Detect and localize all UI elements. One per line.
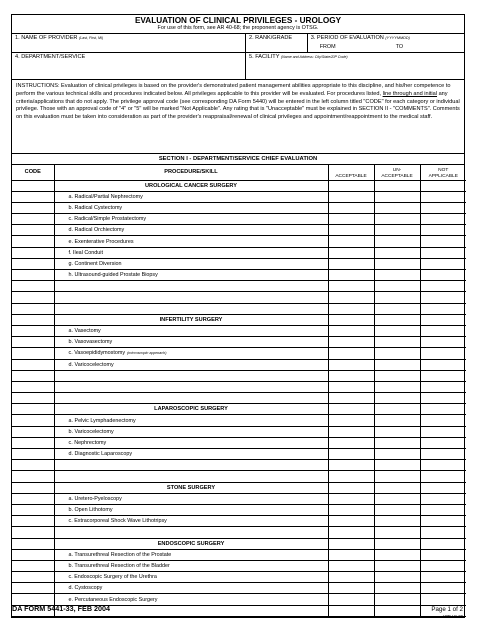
rating-cell[interactable] [420,314,466,325]
blank-cell[interactable] [420,281,466,292]
procedure-row [12,225,466,236]
procedure-row [12,325,466,336]
blank-row [12,527,466,538]
rating-cell[interactable] [328,180,374,191]
blank-cell[interactable] [54,381,328,392]
procedure-cell [54,348,328,359]
blank-cell[interactable] [12,303,54,314]
blank-cell[interactable] [12,281,54,292]
code-cell[interactable] [12,549,54,560]
period-to-label: TO [395,44,404,50]
code-cell[interactable] [12,359,54,370]
procedure-label: c. Vasoepididymostomy [68,350,126,357]
procedure-label: c. Endoscopic Surgery of the Urethra [68,574,157,581]
procedure-label: a. Vasectomy [68,328,101,335]
category-code-cell[interactable] [12,180,54,191]
rating-cell[interactable] [420,426,466,437]
department-row [12,53,464,80]
procedure-cell [54,225,328,236]
facility-hint: (Name and Address: City/State/ZIP Code) [280,55,348,59]
blank-cell[interactable] [54,460,328,471]
rating-cell[interactable] [374,180,420,191]
rating-cell[interactable] [374,594,420,605]
blank-cell[interactable] [420,303,466,314]
code-cell[interactable] [12,214,54,225]
rating-cell[interactable] [420,583,466,594]
blank-cell[interactable] [12,381,54,392]
rating-cell[interactable] [328,214,374,225]
category-row [12,538,466,549]
blank-row [12,281,466,292]
rating-cell[interactable] [374,314,420,325]
rating-cell[interactable] [328,560,374,571]
procedure-label: d. Radical Orchiectomy [68,227,125,234]
code-cell[interactable] [12,191,54,202]
procedure-cell [54,325,328,336]
blank-row [12,370,466,381]
procedure-label: e. Exenterative Procedures [68,238,134,245]
procedure-label: d. Varicocelectomy [68,361,114,368]
blank-cell[interactable] [374,527,420,538]
procedure-row [12,493,466,504]
blank-cell[interactable] [328,281,374,292]
code-cell[interactable] [12,572,54,583]
instructions-part-1: INSTRUCTIONS: Evaluation of clinical privileges is based on the provider's demonstrated patient management abilities appropriate to this discipline, and his/her competence to perform the various technical skills and procedures indicated below. All privileges applicable to this provider will be evaluated. For procedures listed, [16,83,451,97]
provider-name-field[interactable] [12,34,245,52]
rating-cell[interactable] [374,225,420,236]
form-title: EVALUATION OF CLINICAL PRIVILEGES - UROLOGY [134,16,342,25]
procedure-row [12,348,466,359]
instructions-underlined: line through and initial [382,90,438,97]
procedure-row [12,549,466,560]
rating-cell[interactable] [374,449,420,460]
procedure-row [12,258,466,269]
rating-cell[interactable] [420,516,466,527]
rating-cell[interactable] [374,493,420,504]
category-title: STONE SURGERY [54,482,328,493]
rating-cell[interactable] [374,359,420,370]
blank-cell[interactable] [12,527,54,538]
rating-cell[interactable] [328,348,374,359]
category-row [12,404,466,415]
blank-row [12,292,466,303]
identity-row [12,34,464,53]
category-code-cell[interactable] [12,482,54,493]
rating-cell[interactable] [374,270,420,281]
procedure-label: b. Radical Cystectomy [68,204,123,211]
department-service-field[interactable] [12,53,245,79]
category-row [12,314,466,325]
category-title: ENDOSCOPIC SURGERY [54,538,328,549]
blank-cell[interactable] [374,370,420,381]
period-of-evaluation-field[interactable] [307,34,464,52]
rating-cell[interactable] [374,572,420,583]
procedure-label: h. Ultrasound-guided Prostate Biopsy [68,272,158,279]
procedure-label: e. Percutaneous Endoscopic Surgery [68,596,158,603]
procedure-label: d. Diagnostic Laparoscopy [68,451,133,458]
procedure-cell [54,449,328,460]
procedure-row [12,191,466,202]
procedure-note: (microscopic approach) [127,351,167,356]
blank-cell[interactable] [328,303,374,314]
rating-cell[interactable] [328,247,374,258]
rating-cell[interactable] [420,449,466,460]
code-cell[interactable] [12,325,54,336]
procedure-cell [54,572,328,583]
rating-cell[interactable] [420,415,466,426]
rating-cell[interactable] [420,560,466,571]
blank-cell[interactable] [54,281,328,292]
blank-row [12,460,466,471]
rating-cell[interactable] [420,404,466,415]
rating-cell[interactable] [328,258,374,269]
procedure-cell [54,270,328,281]
rating-cell[interactable] [374,191,420,202]
rating-cell[interactable] [374,583,420,594]
rating-cell[interactable] [328,325,374,336]
blank-cell[interactable] [12,460,54,471]
blank-cell[interactable] [420,393,466,404]
procedure-cell [54,549,328,560]
acceptable-column-header: ACCEPTABLE [328,165,374,180]
rating-cell[interactable] [420,493,466,504]
procedure-label: b. Transurethreal Resection of the Bladder [68,562,170,569]
rating-cell[interactable] [420,225,466,236]
rating-cell[interactable] [374,504,420,515]
category-code-cell[interactable] [12,404,54,415]
procedure-row [12,426,466,437]
rating-cell[interactable] [374,560,420,571]
rating-cell[interactable] [328,504,374,515]
rating-cell[interactable] [420,180,466,191]
code-cell[interactable] [12,348,54,359]
rating-cell[interactable] [328,191,374,202]
form-version: APD V1.00 [442,614,463,619]
rating-cell[interactable] [374,348,420,359]
rating-cell[interactable] [328,516,374,527]
facility-field[interactable] [245,53,464,79]
blank-cell[interactable] [420,460,466,471]
blank-cell[interactable] [374,605,420,616]
rating-cell[interactable] [420,594,466,605]
code-cell[interactable] [12,258,54,269]
blank-cell[interactable] [420,471,466,482]
blank-cell[interactable] [328,393,374,404]
page-number: Page 1 of 2 [431,606,463,613]
blank-row [12,471,466,482]
code-cell[interactable] [12,236,54,247]
rating-cell[interactable] [420,191,466,202]
category-code-cell[interactable] [12,538,54,549]
page-info [431,606,463,619]
blank-cell[interactable] [54,370,328,381]
code-cell[interactable] [12,247,54,258]
procedure-cell [54,516,328,527]
blank-cell[interactable] [12,393,54,404]
code-cell[interactable] [12,337,54,348]
rating-cell[interactable] [328,594,374,605]
procedure-row [12,449,466,460]
code-cell[interactable] [12,415,54,426]
rating-cell[interactable] [420,337,466,348]
blank-cell[interactable] [420,292,466,303]
rating-cell[interactable] [374,516,420,527]
blank-cell[interactable] [328,381,374,392]
code-cell[interactable] [12,270,54,281]
blank-cell[interactable] [328,605,374,616]
rating-cell[interactable] [328,493,374,504]
procedure-row [12,202,466,213]
category-title: LAPAROSCOPIC SURGERY [54,404,328,415]
period-from-label: FROM [319,44,336,50]
rating-cell[interactable] [374,437,420,448]
rank-grade-label: 2. RANK/GRADE [248,35,293,41]
procedure-row [12,359,466,370]
form-header [12,15,464,34]
not-applicable-column-header: NOT APPLICABLE [420,165,466,180]
procedure-label: b. Vasovasectomy [68,339,113,346]
code-cell[interactable] [12,504,54,515]
procedure-label: f. Ileal Conduit [68,249,103,256]
blank-cell[interactable] [54,292,328,303]
procedure-cell [54,214,328,225]
procedure-label: g. Continent Diversion [68,260,122,267]
procedure-cell [54,560,328,571]
rating-cell[interactable] [328,270,374,281]
blank-cell[interactable] [374,393,420,404]
rating-cell[interactable] [374,538,420,549]
evaluation-table [12,165,466,617]
procedure-cell [54,493,328,504]
provider-name-label: 1. NAME OF PROVIDER [15,35,78,41]
code-cell[interactable] [12,426,54,437]
code-column-header: CODE [12,165,54,180]
procedure-label: a. Uretero-Pyeloscopy [68,495,122,502]
rating-cell[interactable] [420,202,466,213]
blank-cell[interactable] [328,370,374,381]
evaluation-form [11,14,465,618]
procedure-label: a. Transurethreal Resection of the Prostate [68,551,172,558]
procedure-cell [54,247,328,258]
rating-cell[interactable] [420,538,466,549]
blank-cell[interactable] [420,370,466,381]
rating-cell[interactable] [328,202,374,213]
procedure-row [12,415,466,426]
procedure-row [12,270,466,281]
procedure-label: b. Varicocelectomy [68,428,114,435]
procedure-row [12,236,466,247]
period-label: 3. PERIOD OF EVALUATION [310,35,384,41]
blank-cell[interactable] [374,303,420,314]
blank-cell[interactable] [328,471,374,482]
rating-cell[interactable] [374,404,420,415]
code-cell[interactable] [12,560,54,571]
procedure-row [12,504,466,515]
blank-cell[interactable] [12,370,54,381]
rating-cell[interactable] [328,404,374,415]
procedure-row [12,214,466,225]
procedure-row [12,437,466,448]
blank-cell[interactable] [12,292,54,303]
rating-cell[interactable] [420,549,466,560]
procedure-cell [54,258,328,269]
blank-cell[interactable] [374,471,420,482]
rating-cell[interactable] [374,202,420,213]
rating-cell[interactable] [328,236,374,247]
code-cell[interactable] [12,583,54,594]
code-cell[interactable] [12,202,54,213]
rating-cell[interactable] [374,236,420,247]
rating-cell[interactable] [328,449,374,460]
procedure-cell [54,337,328,348]
procedure-row [12,516,466,527]
rating-cell[interactable] [328,426,374,437]
category-row [12,482,466,493]
procedure-row [12,572,466,583]
rating-cell[interactable] [420,504,466,515]
rating-cell[interactable] [328,572,374,583]
rank-grade-field[interactable] [245,34,307,52]
procedure-column-header: PROCEDURE/SKILL [54,165,328,180]
blank-row [12,303,466,314]
rating-cell[interactable] [420,572,466,583]
procedure-label: b. Open Lithotomy [68,507,113,514]
rating-cell[interactable] [328,314,374,325]
procedure-row [12,337,466,348]
rating-cell[interactable] [374,337,420,348]
period-hint: (YYYYMMDD) [385,36,410,40]
rating-cell[interactable] [420,437,466,448]
category-title: INFERTILITY SURGERY [54,314,328,325]
procedure-cell [54,236,328,247]
code-cell[interactable] [12,493,54,504]
rating-cell[interactable] [420,258,466,269]
rating-cell[interactable] [374,214,420,225]
rating-cell[interactable] [420,348,466,359]
procedure-cell [54,583,328,594]
rating-cell[interactable] [420,482,466,493]
rating-cell[interactable] [374,482,420,493]
rating-cell[interactable] [420,359,466,370]
procedure-label: c. Radical/Simple Prostatectomy [68,216,147,223]
rating-cell[interactable] [420,247,466,258]
form-subtitle: For use of this form, see AR 40-68; the proponent agency is OTSG. [157,25,319,31]
procedure-cell [54,415,328,426]
blank-row [12,381,466,392]
instructions-part-2: any criteria/applications that do not apply. The privilege approval code (see corresponding DA Form 5440) will be entered in the left column titled "CODE" for each category or individual privilege. Those with an approval code of "4" or "5" will be marked "Not Applicable". Any rating that is "Unacceptable" must be explained in SECTION II - "COMMENTS". Comments on this evaluation must be taken into consideration as part of the provider's reappraisal/renewal of clinical privileges and appointment/reappointment to the medical staff. [16,90,460,121]
blank-cell[interactable] [374,292,420,303]
category-code-cell[interactable] [12,314,54,325]
rating-cell[interactable] [328,337,374,348]
procedure-cell [54,191,328,202]
procedure-cell [54,202,328,213]
category-row [12,180,466,191]
procedure-row [12,247,466,258]
blank-cell[interactable] [420,381,466,392]
procedure-label: a. Pelvic Lymphadenectomy [68,417,136,424]
rating-cell[interactable] [328,359,374,370]
rating-cell[interactable] [374,258,420,269]
blank-cell[interactable] [328,460,374,471]
rating-cell[interactable] [328,225,374,236]
rating-cell[interactable] [328,415,374,426]
procedure-cell [54,359,328,370]
code-cell[interactable] [12,516,54,527]
procedure-cell [54,504,328,515]
procedure-row [12,560,466,571]
provider-name-hint: (Last, First, MI) [79,36,104,40]
procedure-label: d. Cystoscopy [68,585,103,592]
rating-cell[interactable] [328,549,374,560]
blank-cell[interactable] [328,292,374,303]
code-cell[interactable] [12,225,54,236]
table-header-row [12,165,466,180]
procedure-label: c. Extracorporeal Shock Wave Lithotripsy [68,518,167,525]
rating-cell[interactable] [420,236,466,247]
rating-cell[interactable] [420,270,466,281]
rating-cell[interactable] [374,415,420,426]
rating-cell[interactable] [328,538,374,549]
rating-cell[interactable] [374,426,420,437]
blank-cell[interactable] [374,381,420,392]
instructions-text [12,80,464,154]
rating-cell[interactable] [420,214,466,225]
form-id: DA FORM 5441-33, FEB 2004 [12,604,110,613]
blank-cell[interactable] [54,471,328,482]
blank-row [12,393,466,404]
blank-cell[interactable] [54,527,328,538]
category-title: UROLOGICAL CANCER SURGERY [54,180,328,191]
procedure-cell [54,437,328,448]
blank-cell[interactable] [420,527,466,538]
facility-label: 5. FACILITY [248,54,280,60]
rating-cell[interactable] [374,325,420,336]
blank-cell[interactable] [54,303,328,314]
procedure-label: c. Nephrectomy [68,439,107,446]
rating-cell[interactable] [328,583,374,594]
rating-cell[interactable] [328,482,374,493]
procedure-row [12,583,466,594]
blank-cell[interactable] [328,527,374,538]
rating-cell[interactable] [374,247,420,258]
department-service-label: 4. DEPARTMENT/SERVICE [15,54,86,60]
section-1-title: SECTION I - DEPARTMENT/SERVICE CHIEF EVALUATION [12,154,464,165]
rating-cell[interactable] [420,325,466,336]
procedure-label: a. Radical/Partial Nephrectomy [68,193,143,200]
blank-cell[interactable] [374,281,420,292]
unacceptable-column-header: UN- ACCEPTABLE [374,165,420,180]
procedure-cell [54,426,328,437]
blank-cell[interactable] [54,393,328,404]
blank-cell[interactable] [12,471,54,482]
rating-cell[interactable] [328,437,374,448]
rating-cell[interactable] [374,549,420,560]
code-cell[interactable] [12,449,54,460]
code-cell[interactable] [12,437,54,448]
blank-cell[interactable] [374,460,420,471]
